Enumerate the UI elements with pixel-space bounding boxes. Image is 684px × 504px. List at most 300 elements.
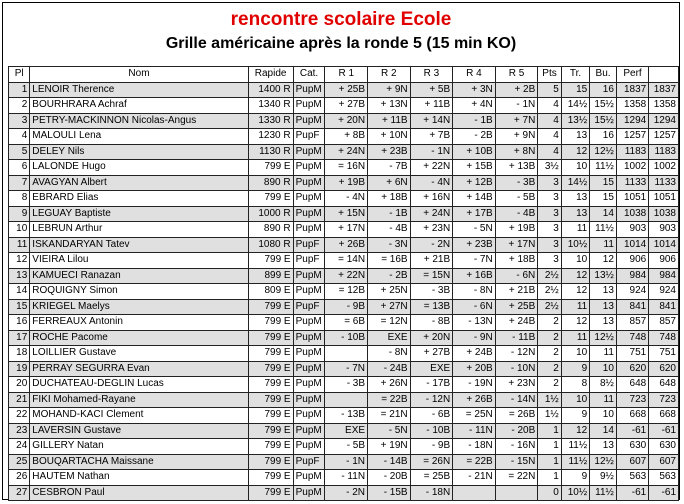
table-cell: 648 — [649, 377, 679, 393]
table-cell: + 5B — [410, 82, 453, 98]
table-cell: - 21N — [453, 470, 496, 486]
table-cell: + 26B — [325, 237, 368, 253]
table-cell: PupM — [293, 408, 325, 424]
table-cell: PupF — [293, 299, 325, 315]
table-cell: - 6B — [410, 408, 453, 424]
table-cell: 751 — [616, 346, 648, 362]
table-cell: 2 — [9, 98, 30, 114]
table-cell: 1½ — [538, 392, 561, 408]
table-cell: + 27B — [325, 98, 368, 114]
table-cell: + 17N — [495, 237, 538, 253]
table-cell: + 19B — [325, 175, 368, 191]
table-cell: - 12N — [410, 392, 453, 408]
table-cell: - 24B — [368, 361, 411, 377]
table-cell: 21 — [9, 392, 30, 408]
table-row — [9, 454, 679, 470]
table-cell: 857 — [616, 315, 648, 331]
table-cell: + 23B — [453, 237, 496, 253]
table-cell: 10 — [590, 361, 617, 377]
table-cell: BOURHRARA Achraf — [30, 98, 248, 114]
table-cell: 563 — [649, 470, 679, 486]
table-cell: 1133 — [616, 175, 648, 191]
table-cell: + 14N — [410, 113, 453, 129]
table-cell: 748 — [649, 330, 679, 346]
table-cell: 11½ — [590, 160, 617, 176]
table-cell: 799 E — [248, 361, 293, 377]
column-header: R 4 — [453, 67, 496, 83]
table-cell: 14½ — [561, 98, 589, 114]
table-cell: 3 — [538, 237, 561, 253]
table-cell: = 21N — [368, 408, 411, 424]
table-row — [9, 222, 679, 238]
column-header: Cat. — [293, 67, 325, 83]
table-cell: PupM — [293, 330, 325, 346]
table-cell: 14 — [9, 284, 30, 300]
table-cell: = 12N — [368, 315, 411, 331]
table-cell: - 1B — [453, 113, 496, 129]
table-cell: ROCHE Pacome — [30, 330, 248, 346]
table-cell: - 4N — [325, 191, 368, 207]
table-cell: - 2B — [453, 129, 496, 145]
table-cell: 11½ — [561, 439, 589, 455]
table-cell: + 2B — [495, 82, 538, 98]
table-cell: 12 — [590, 253, 617, 269]
table-cell: 15 — [9, 299, 30, 315]
table-cell: + 3N — [453, 82, 496, 98]
table-cell: 13 — [590, 284, 617, 300]
table-cell: + 24N — [410, 206, 453, 222]
table-cell: - 18N — [453, 439, 496, 455]
page-title: rencontre scolaire Ecole — [230, 9, 452, 30]
table-cell: + 25B — [325, 82, 368, 98]
table-cell: = 16N — [325, 160, 368, 176]
table-cell: 13 — [590, 315, 617, 331]
table-cell: 11 — [561, 222, 589, 238]
table-cell: 12 — [9, 253, 30, 269]
table-cell: = 16B — [368, 253, 411, 269]
table-cell: 4 — [538, 113, 561, 129]
table-cell: PupM — [293, 206, 325, 222]
table-cell: LAVERSIN Gustave — [30, 423, 248, 439]
table-cell: MOHAND-KACI Clement — [30, 408, 248, 424]
table-cell: 2½ — [538, 284, 561, 300]
table-cell: 563 — [616, 470, 648, 486]
table-cell: - 1N — [495, 98, 538, 114]
table-cell: PupM — [293, 392, 325, 408]
table-cell: - 10B — [325, 330, 368, 346]
table-cell: 924 — [649, 284, 679, 300]
table-cell: DELEY Nils — [30, 144, 248, 160]
table-cell: PupM — [293, 485, 325, 501]
table-cell: + 20N — [325, 113, 368, 129]
table-cell: = 22B — [453, 454, 496, 470]
column-header: Bu. — [590, 67, 617, 83]
table-cell: = 25B — [410, 470, 453, 486]
table-cell: 799 E — [248, 377, 293, 393]
table-cell: 1 — [9, 82, 30, 98]
table-cell: + 23B — [368, 144, 411, 160]
table-cell: + 24B — [495, 315, 538, 331]
table-cell: VIEIRA Lilou — [30, 253, 248, 269]
table-cell: 3 — [538, 222, 561, 238]
table-cell: BOUQARTACHA Maissane — [30, 454, 248, 470]
table-row — [9, 191, 679, 207]
column-header: R 3 — [410, 67, 453, 83]
table-cell: + 4N — [453, 98, 496, 114]
table-cell: 13 — [9, 268, 30, 284]
table-cell: 13½ — [561, 113, 589, 129]
table-cell: = 26B — [495, 408, 538, 424]
table-cell: - 13N — [453, 315, 496, 331]
table-cell: 20 — [9, 377, 30, 393]
table-cell: 14 — [590, 423, 617, 439]
table-cell: 10 — [9, 222, 30, 238]
table-cell: - 3N — [368, 237, 411, 253]
table-cell: 1837 — [649, 82, 679, 98]
table-cell: 2½ — [538, 268, 561, 284]
table-cell: 9 — [561, 470, 589, 486]
table-cell: = 22N — [495, 470, 538, 486]
table-cell: + 26B — [453, 392, 496, 408]
table-cell: 2 — [538, 377, 561, 393]
table-cell: 668 — [649, 408, 679, 424]
table-row — [9, 299, 679, 315]
table-cell: 14 — [590, 206, 617, 222]
table-cell: PupM — [293, 470, 325, 486]
column-header: Nom — [30, 67, 248, 83]
table-cell: 841 — [649, 299, 679, 315]
table-cell: 1358 — [649, 98, 679, 114]
table-cell: 906 — [616, 253, 648, 269]
table-cell: - 7N — [325, 361, 368, 377]
table-cell: 15 — [590, 191, 617, 207]
table-cell: 11 — [590, 237, 617, 253]
table-cell: 607 — [649, 454, 679, 470]
table-cell: PupM — [293, 361, 325, 377]
table-cell: 9 — [561, 408, 589, 424]
table-cell: + 21B — [410, 253, 453, 269]
table-cell: 748 — [616, 330, 648, 346]
table-cell: AVAGYAN Albert — [30, 175, 248, 191]
table-cell: 1257 — [616, 129, 648, 145]
table-cell: + 24N — [325, 144, 368, 160]
table-cell: MALOULI Lena — [30, 129, 248, 145]
table-cell: 15 — [561, 82, 589, 98]
table-cell: - 11N — [325, 470, 368, 486]
table-cell: 25 — [9, 454, 30, 470]
table-cell: 1000 R — [248, 206, 293, 222]
table-cell: - 6N — [453, 299, 496, 315]
table-cell: 799 E — [248, 408, 293, 424]
table-cell: 13 — [561, 206, 589, 222]
table-cell: 13 — [561, 191, 589, 207]
table-cell: 1051 — [616, 191, 648, 207]
table-cell: 12 — [561, 423, 589, 439]
table-cell: LEBRUN Arthur — [30, 222, 248, 238]
table-cell: 841 — [616, 299, 648, 315]
table-row — [9, 268, 679, 284]
table-row — [9, 237, 679, 253]
table-cell: 984 — [649, 268, 679, 284]
table-cell: 1 — [538, 423, 561, 439]
table-cell: + 15N — [325, 206, 368, 222]
table-cell: 3 — [538, 191, 561, 207]
table-cell — [325, 346, 368, 362]
table-row — [9, 423, 679, 439]
table-cell: 1038 — [649, 206, 679, 222]
table-cell: 1 — [538, 439, 561, 455]
table-cell: 10 — [590, 408, 617, 424]
table-cell: EBRARD Elias — [30, 191, 248, 207]
table-cell: - 15N — [495, 454, 538, 470]
table-cell: -61 — [649, 485, 679, 501]
table-cell: + 10B — [453, 144, 496, 160]
table-cell: - 1N — [410, 144, 453, 160]
table-cell: HAUTEM Nathan — [30, 470, 248, 486]
table-cell: 10½ — [561, 237, 589, 253]
table-cell: - 9B — [410, 439, 453, 455]
table-cell: 16 — [590, 82, 617, 98]
table-cell: 24 — [9, 439, 30, 455]
table-cell: + 16N — [410, 191, 453, 207]
table-cell: = 12B — [325, 284, 368, 300]
table-cell: PupM — [293, 191, 325, 207]
table-cell: - 1B — [368, 206, 411, 222]
table-cell: 13½ — [590, 268, 617, 284]
table-cell: PupF — [293, 253, 325, 269]
table-cell: 630 — [649, 439, 679, 455]
table-cell: = 13B — [410, 299, 453, 315]
table-cell: + 9N — [495, 129, 538, 145]
table-cell: 723 — [616, 392, 648, 408]
table-cell: 1183 — [649, 144, 679, 160]
table-cell: 12½ — [590, 330, 617, 346]
table-cell: + 17N — [325, 222, 368, 238]
table-cell: 3 — [538, 253, 561, 269]
table-cell: 1294 — [649, 113, 679, 129]
table-cell: + 14B — [453, 191, 496, 207]
table-cell: - 10N — [495, 361, 538, 377]
table-cell: 15½ — [590, 98, 617, 114]
table-cell: PupF — [293, 237, 325, 253]
table-cell: 1130 R — [248, 144, 293, 160]
results-sheet — [2, 2, 680, 500]
table-cell: LOILLIER Gustave — [30, 346, 248, 362]
table-cell: 1002 — [649, 160, 679, 176]
table-row — [9, 284, 679, 300]
page-subtitle: Grille américaine après la ronde 5 (15 min KO) — [165, 35, 517, 52]
table-cell: + 18B — [495, 253, 538, 269]
table-cell: 4 — [9, 129, 30, 145]
table-cell: + 6N — [368, 175, 411, 191]
table-cell: - 7B — [368, 160, 411, 176]
table-cell: + 11B — [410, 98, 453, 114]
table-cell: 799 E — [248, 346, 293, 362]
table-cell: - 7N — [453, 253, 496, 269]
table-cell: 799 E — [248, 470, 293, 486]
table-cell: - 2N — [325, 485, 368, 501]
table-cell: - 18N — [410, 485, 453, 501]
table-cell: 799 E — [248, 315, 293, 331]
table-cell: - 5B — [325, 439, 368, 455]
table-cell: + 23N — [410, 222, 453, 238]
table-cell: 620 — [649, 361, 679, 377]
table-cell: 9½ — [590, 470, 617, 486]
table-cell: 1837 — [616, 82, 648, 98]
table-cell: 1½ — [538, 408, 561, 424]
table-cell — [495, 485, 538, 501]
table-cell: + 8B — [325, 129, 368, 145]
table-cell: PupM — [293, 175, 325, 191]
table-cell: 11½ — [590, 485, 617, 501]
table-cell: 630 — [616, 439, 648, 455]
table-row — [9, 377, 679, 393]
table-cell: 899 E — [248, 268, 293, 284]
table-cell: = 14N — [325, 253, 368, 269]
table-cell: - 8N — [368, 346, 411, 362]
table-cell: 1358 — [616, 98, 648, 114]
table-cell: + 21B — [495, 284, 538, 300]
table-cell: 12 — [561, 284, 589, 300]
table-cell: 890 R — [248, 222, 293, 238]
table-cell: - 4N — [410, 175, 453, 191]
table-cell: PupM — [293, 113, 325, 129]
table-cell: PupM — [293, 315, 325, 331]
table-cell: 8½ — [590, 377, 617, 393]
table-cell: - 13B — [325, 408, 368, 424]
table-cell: EXE — [368, 330, 411, 346]
table-cell: 4 — [538, 144, 561, 160]
table-cell: 1014 — [616, 237, 648, 253]
table-cell: 1038 — [616, 206, 648, 222]
table-row — [9, 206, 679, 222]
table-cell: 17 — [9, 330, 30, 346]
table-row — [9, 113, 679, 129]
table-cell: 924 — [616, 284, 648, 300]
table-cell: KRIEGEL Maelys — [30, 299, 248, 315]
table-cell: 8 — [9, 191, 30, 207]
table-cell: + 15B — [453, 160, 496, 176]
table-cell: + 17B — [453, 206, 496, 222]
table-cell: 10½ — [561, 485, 589, 501]
table-cell: 14½ — [561, 175, 589, 191]
table-cell: - 12N — [495, 346, 538, 362]
table-cell: 12½ — [590, 144, 617, 160]
table-cell: + 7B — [410, 129, 453, 145]
table-cell: 23 — [9, 423, 30, 439]
table-cell: + 13B — [495, 160, 538, 176]
table-cell: 1330 R — [248, 113, 293, 129]
table-row — [9, 315, 679, 331]
table-cell: 3½ — [538, 160, 561, 176]
table-cell: - 16N — [495, 439, 538, 455]
table-row — [9, 98, 679, 114]
table-cell: 1080 R — [248, 237, 293, 253]
table-cell: + 7N — [495, 113, 538, 129]
table-cell: 9 — [561, 361, 589, 377]
table-cell: 2 — [538, 330, 561, 346]
table-cell: = 6B — [325, 315, 368, 331]
table-cell: 11½ — [590, 222, 617, 238]
table-cell — [453, 485, 496, 501]
table-row — [9, 408, 679, 424]
column-header: Perf — [616, 67, 648, 83]
table-cell: PupM — [293, 98, 325, 114]
table-cell: + 27N — [368, 299, 411, 315]
table-cell: GILLERY Natan — [30, 439, 248, 455]
table-cell: - 9B — [325, 299, 368, 315]
table-cell: + 22N — [325, 268, 368, 284]
table-cell: LENOIR Therence — [30, 82, 248, 98]
table-cell: ISKANDARYAN Tatev — [30, 237, 248, 253]
table-cell: 1294 — [616, 113, 648, 129]
table-cell: PERRAY SEGURRA Evan — [30, 361, 248, 377]
table-cell: 26 — [9, 470, 30, 486]
table-cell: - 9N — [453, 330, 496, 346]
table-cell: 16 — [590, 129, 617, 145]
table-cell: - 2B — [368, 268, 411, 284]
table-cell: EXE — [410, 361, 453, 377]
table-cell: 984 — [616, 268, 648, 284]
table-cell: 19 — [9, 361, 30, 377]
table-cell: 3 — [538, 175, 561, 191]
table-cell: - 5N — [453, 222, 496, 238]
table-cell: PupM — [293, 82, 325, 98]
table-cell: - 6N — [495, 268, 538, 284]
table-cell: 1051 — [649, 191, 679, 207]
table-cell: + 20N — [410, 330, 453, 346]
table-cell: + 10N — [368, 129, 411, 145]
table-cell: 890 R — [248, 175, 293, 191]
table-cell: 10 — [561, 392, 589, 408]
table-cell: PupM — [293, 423, 325, 439]
table-cell: 857 — [649, 315, 679, 331]
table-cell: - 11B — [495, 330, 538, 346]
table-cell: 903 — [649, 222, 679, 238]
table-cell: 13 — [561, 129, 589, 145]
table-cell: 10 — [561, 346, 589, 362]
table-cell: 10 — [561, 253, 589, 269]
table-cell: PupF — [293, 129, 325, 145]
table-cell: - 1N — [325, 454, 368, 470]
column-header: Tr. — [561, 67, 589, 83]
table-header-row — [9, 67, 679, 83]
table-cell: 799 E — [248, 299, 293, 315]
table-cell: + 22N — [410, 160, 453, 176]
table-cell: PETRY-MACKINNON Nicolas-Angus — [30, 113, 248, 129]
table-row — [9, 346, 679, 362]
table-cell: 27 — [9, 485, 30, 501]
table-cell: 9 — [9, 206, 30, 222]
table-cell: 4 — [538, 129, 561, 145]
table-cell: - 10B — [410, 423, 453, 439]
table-row — [9, 160, 679, 176]
table-cell: - 8N — [453, 284, 496, 300]
table-cell: 799 E — [248, 423, 293, 439]
table-cell: 22 — [9, 408, 30, 424]
column-header: R 5 — [495, 67, 538, 83]
table-cell: + 26N — [368, 377, 411, 393]
column-header: R 2 — [368, 67, 411, 83]
table-cell: - 4B — [368, 222, 411, 238]
table-cell: = 25N — [453, 408, 496, 424]
table-cell: 5 — [538, 82, 561, 98]
table-cell: + 20B — [453, 361, 496, 377]
table-cell: 799 E — [248, 191, 293, 207]
table-cell: - 11N — [453, 423, 496, 439]
table-cell: 2 — [538, 315, 561, 331]
table-cell: LALONDE Hugo — [30, 160, 248, 176]
